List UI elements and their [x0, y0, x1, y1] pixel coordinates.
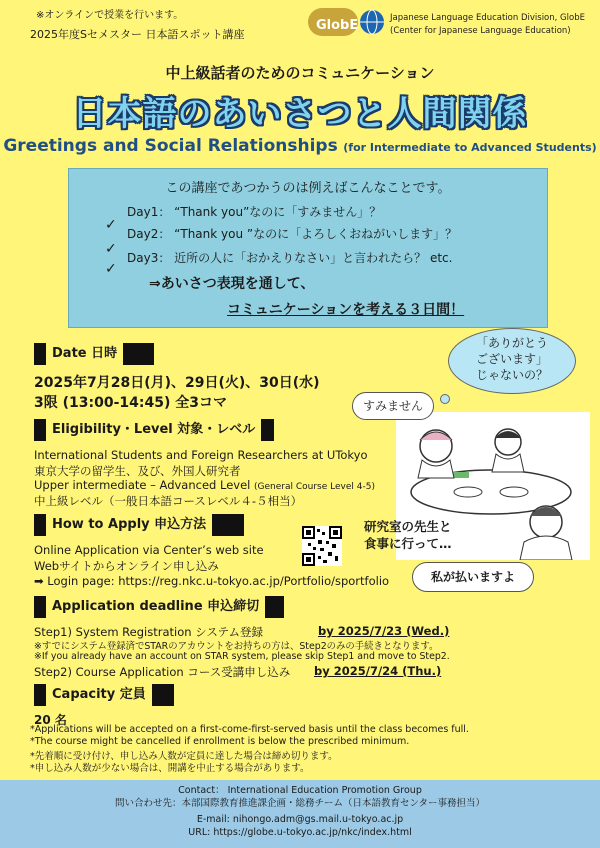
qr-code[interactable]: [302, 526, 342, 566]
step1-line: Step1) System Registration システム登録: [34, 625, 264, 639]
step2-line: Step2) Course Application コース受講申し込み: [34, 665, 291, 679]
intro-emphasis-underlined: コミュニケーションを考える３日間！: [227, 302, 465, 318]
apply-line: Online Application via Center’s web site: [34, 543, 264, 557]
footer: [0, 780, 600, 848]
eligibility-line: Upper intermediate – Advanced Level (General Course Level 4-5): [34, 478, 375, 492]
section-heading-eligibility: Eligibility・Level 対象・レベル: [34, 419, 274, 441]
note-en: ※If you already have an account on STAR system, please skip Step1 and move to Step2.: [34, 651, 450, 662]
capacity-note: *Applications will be accepted on a first-come-first-served basis until the class becomes full.: [30, 724, 469, 735]
speech-bubble-pay: 私が払いますよ: [412, 562, 534, 592]
day-1: Day1： “Thank you”なのに「すみません」？: [127, 205, 382, 219]
section-heading-apply: How to Apply 申込方法: [34, 514, 244, 536]
intro-emphasis: ⇒あいさつ表現を通して、: [149, 276, 315, 292]
page-title-jp: 日本語のあいさつと人間関係: [72, 94, 528, 134]
eligibility-line: 中上級レベル（一般日本語コースレベル４‐５相当）: [34, 494, 303, 508]
section-heading-deadline: Application deadline 申込締切: [34, 596, 284, 618]
note-jp: ※すでにシステム登録済でSTARのアカウントをお持ちの方は、Step2のみの手続きとなります。: [34, 641, 439, 652]
eligibility-line: 東京大学の留学生、及び、外国人研究者: [34, 464, 241, 478]
day-3: Day3： 近所の人に「おかえりなさい」と言われたら？ etc.: [127, 251, 453, 265]
time-line: 3限 (13:00-14:45) 全3コマ: [34, 395, 227, 411]
step1-deadline: by 2025/7/23 (Wed.): [318, 624, 450, 638]
check-icon: ✓: [105, 217, 117, 233]
intro-panel: [68, 168, 548, 328]
capacity-note: *申し込み人数が少ない場合は、開講を中止する場合があります。: [30, 763, 310, 774]
subtitle: 中上級話者のためのコミュニケーション: [165, 64, 435, 82]
intro-lead: この講座であつかうのは例えばこんなことです。: [165, 181, 451, 196]
thought-dot: [440, 394, 450, 404]
capacity-note: *先着順に受け付け、申し込み人数が定員に達した場合は締め切ります。: [30, 751, 338, 762]
thought-bubble: 「ありがとう ございます」 じゃないの？: [448, 328, 576, 394]
day-2: Day2： “Thank you ”なのに「よろしくおねがいします」？: [127, 227, 458, 241]
illustration-caption: 研究室の先生と 食事に行って…: [364, 519, 452, 551]
eligibility-line: International Students and Foreign Researchers at UTokyo: [34, 448, 368, 462]
capacity-note: *The course might be cancelled if enrollment is below the prescribed minimum.: [30, 736, 410, 747]
check-icon: ✓: [105, 241, 117, 257]
date-line: 2025年7月28日(月)、29日(火)、30日(水): [34, 375, 320, 391]
semester-label: 2025年度Sセメスター 日本語スポット講座: [30, 28, 245, 41]
footer-contact-jp: 問い合わせ先：本部国際教育推進課企画・総務チーム（日本語教育センター事務担当）: [114, 798, 486, 809]
login-link[interactable]: ➡ Login page: https://reg.nkc.u-tokyo.ac.jp/Portfolio/sportfolio: [34, 574, 390, 588]
footer-url[interactable]: URL: https://globe.u-tokyo.ac.jp/nkc/index.html: [188, 827, 412, 838]
step2-deadline: by 2025/7/24 (Thu.): [314, 664, 442, 678]
logo-text: GlobE: [316, 18, 359, 33]
online-note: ※オンラインで授業を行います。: [36, 10, 184, 21]
footer-email[interactable]: E-mail: nihongo.adm@gs.mail.u-tokyo.ac.jp: [196, 814, 404, 825]
division-name: Japanese Language Education Division, GlobE (Center for Japanese Language Education): [390, 13, 585, 36]
check-icon: ✓: [105, 261, 117, 277]
globe-logo: [306, 6, 386, 40]
section-heading-capacity: Capacity 定員: [34, 684, 174, 706]
footer-contact: Contact： International Education Promotion Group: [178, 785, 422, 796]
capacity-count: 20 名: [34, 713, 67, 727]
section-heading-date: Date 日時: [34, 343, 154, 365]
apply-line: Webサイトからオンライン申し込み: [34, 559, 219, 573]
page-title-en: Greetings and Social Relationships (for Intermediate to Advanced Students): [3, 136, 597, 156]
speech-bubble-sumimasen: すみません: [352, 392, 434, 420]
